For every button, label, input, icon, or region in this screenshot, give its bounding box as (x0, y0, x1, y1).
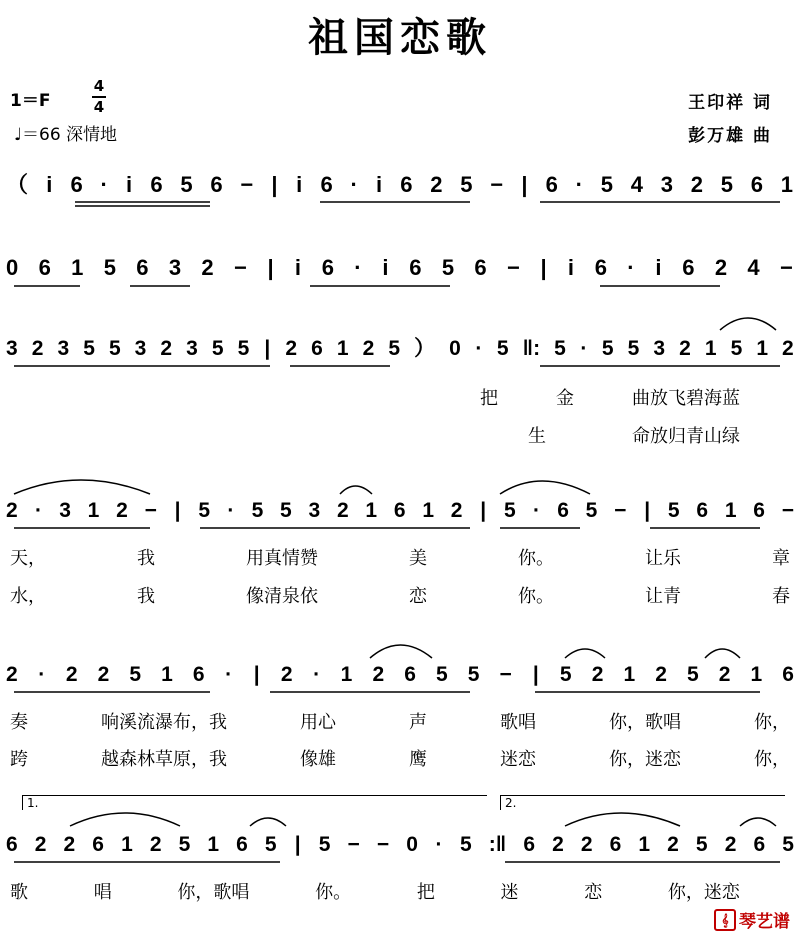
notes-line-4: 2 · 3 1 2 − | 5 · 5 5 3 2 1 6 1 2 | 5 · 6 5 − | 5 6 1 6 − (6, 499, 794, 522)
notes-line-2: 0 6 1 5 6 3 2 − | i 6 · i 6 5 6 − | i 6 · i 6 2 4 − (6, 255, 794, 280)
page-title: 祖国恋歌 (308, 15, 492, 61)
time-bottom: 4 (93, 98, 105, 116)
lyricist-credit: 王印祥 词 (688, 93, 772, 113)
time-signature (92, 78, 106, 116)
lyric-line-3a: 把 金 曲放飞碧海蓝 (480, 388, 740, 409)
composer-credit: 彭万雄 曲 (688, 126, 772, 146)
lyric-line-6: 歌 唱 你，歌唱 你。 把 迷 恋 你，迷恋 (10, 882, 740, 903)
notes-line-1: （ i 6 · i 6 5 6 − | i 6 · i 6 2 5 − | 6 · 5 4 3 2 5 6 1 (6, 172, 794, 197)
time-top: 4 (93, 77, 105, 95)
volta-first-ending: 1. (22, 795, 487, 810)
tempo-marking: ♩＝66 深情地 (14, 125, 118, 145)
lyric-line-4a: 天， 我 用真情赞 美 你。 让乐 章 (10, 548, 790, 569)
site-logo (714, 907, 790, 932)
score-line-2 (0, 255, 800, 315)
notes-line-3: 3 2 3 5 5 3 2 3 5 5 | 2 6 1 2 5 ） 0 · 5 ‖: 5 · 5 5 3 2 1 5 1 2 (6, 337, 794, 360)
notes-line-5: 2 · 2 2 5 1 6 · | 2 · 1 2 6 5 5 − | 5 2 1 2 5 2 1 6 (6, 663, 794, 686)
lyric-line-5a: 奏 响溪流瀑布，我 用心 声 歌唱 你，歌唱 你， (10, 712, 790, 733)
key-signature: 1＝F (10, 91, 51, 111)
lyric-line-4b: 水， 我 像清泉依 恋 你。 让青 春 (10, 586, 790, 607)
volta-second-ending: 2. (500, 795, 785, 810)
score-line-1 (0, 172, 800, 232)
logo-mark-icon: 𝄞 (714, 909, 736, 931)
lyric-line-3b: 生 命放归青山绿 (528, 426, 740, 447)
notes-line-6: 6 2 2 6 1 2 5 1 6 5 | 5 − − 0 · 5 :‖ 6 2 2 6 1 2 5 2 6 5 (6, 833, 794, 856)
logo-text: 琴艺谱 (739, 912, 790, 931)
lyric-line-5b: 跨 越森林草原，我 像雄 鹰 迷恋 你，迷恋 你， (10, 749, 790, 770)
